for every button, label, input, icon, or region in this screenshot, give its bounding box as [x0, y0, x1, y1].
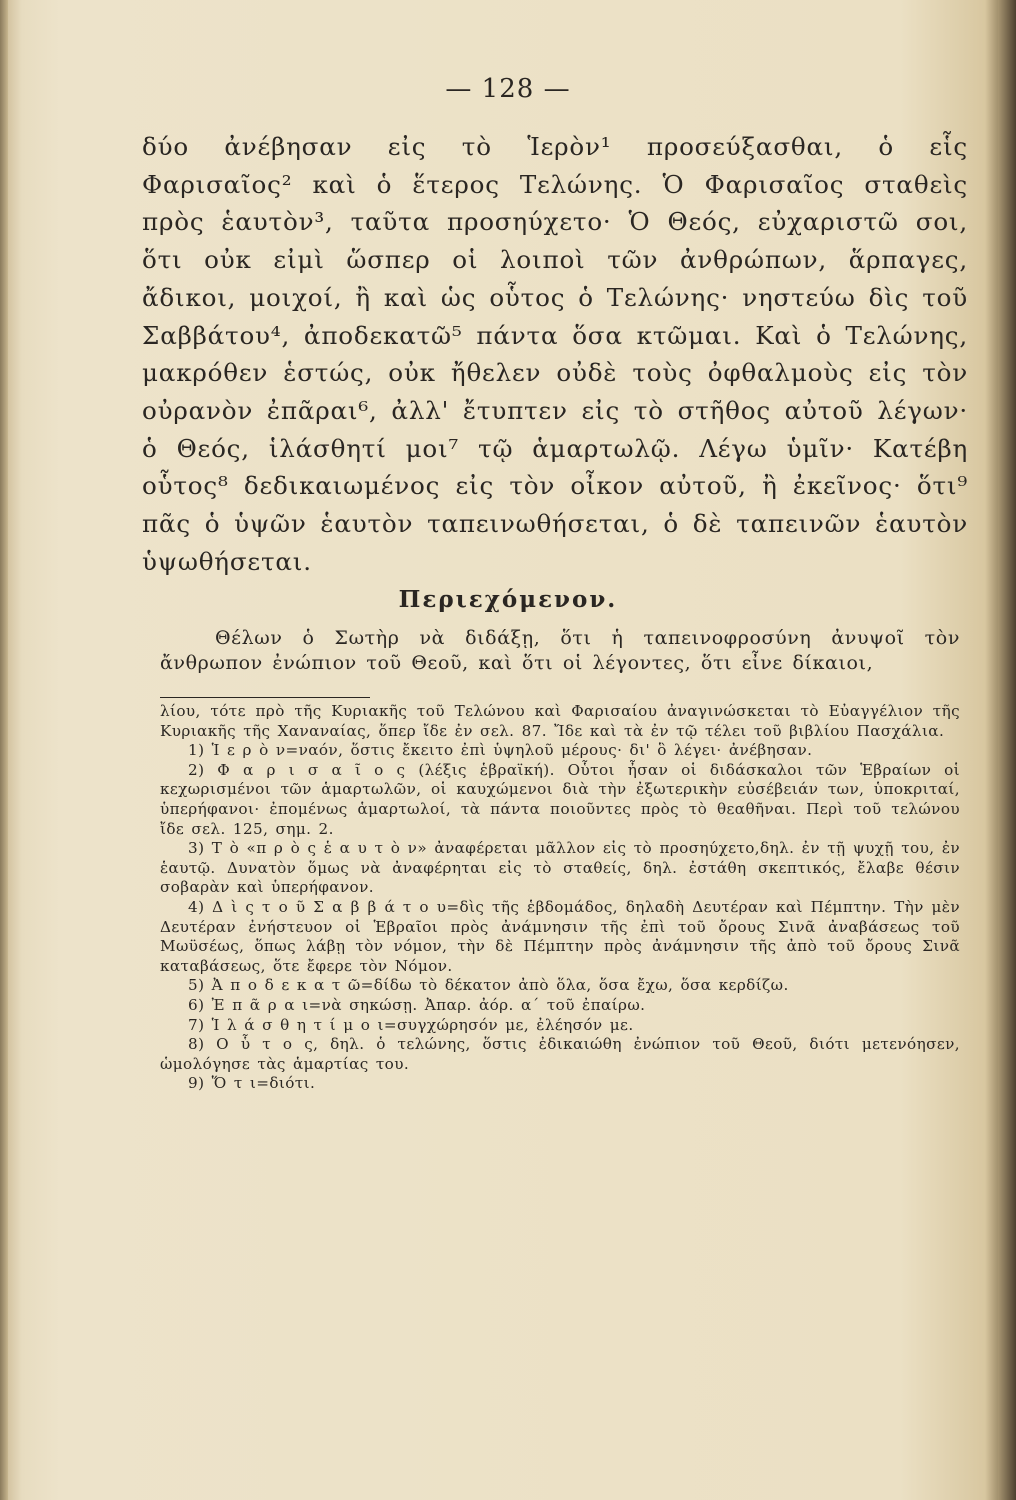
footnote-8: 8) Ο ὗ τ ο ς, δηλ. ὁ τελώνης, ὅστις ἐδικαιώθη ἐνώπιον τοῦ Θεοῦ, διότι μετενόησεν, ὡμολόγησε τὰς ἁμαρτίας του.: [160, 1035, 960, 1073]
footnote-continuation: λίου, τότε πρὸ τῆς Κυριακῆς τοῦ Τελώνου καὶ Φαρισαίου ἀναγινώσκεται τὸ Εὐαγγέλιον τῆς Κυριακῆς τῆς Χαναναίας, ὅπερ ἴδε ἐν σελ. 87. Ἴδε καὶ τὰ ἐν τῷ τέλει τοῦ βιβλίου Πασχάλια.: [160, 702, 960, 740]
footnote-2: 2) Φ α ρ ι σ α ῖ ο ς (λέξις ἑβραϊκή). Οὗτοι ἦσαν οἱ διδάσκαλοι τῶν Ἑβραίων οἱ κεχωρισμένοι τῶν ἁμαρτωλῶν, οἱ καυχώμενοι διὰ τὴν ἐξωτερικὴν εὐσέβειάν των, ὑποκριταί, ὑπερήφανοι· ἐπομένως ἁμαρτωλοί, τὰ πάντα ποιοῦντες πρὸς τὸ θεαθῆναι. Περὶ τοῦ τελώνου ἴδε σελ. 125, σημ. 2.: [160, 760, 960, 838]
footnote-6: 6) Ἐ π ᾶ ρ α ι=νὰ σηκώσῃ. Ἀπαρ. ἀόρ. α΄ τοῦ ἐπαίρω.: [188, 995, 646, 1014]
footnote-9: 9) Ὅ τ ι=διότι.: [188, 1074, 316, 1093]
footnote-5: 5) Ἀ π ο δ ε κ α τ ῶ=δίδω τὸ δέκατον ἀπὸ ὅλα, ὅσα ἔχω, ὅσα κερδίζω.: [188, 976, 789, 995]
page-outer-edge: [998, 0, 1016, 1500]
page-binding-edge: [0, 0, 8, 1500]
main-paragraph: δύο ἀνέβησαν εἰς τὸ Ἱερὸν¹ προσεύξασθαι, ὁ εἷς Φαρισαῖος² καὶ ὁ ἕτερος Τελώνης. Ὁ Φαρισαῖος σταθεὶς πρὸς ἑαυτὸν³, ταῦτα προσηύχετο· Ὁ Θεός, εὐχαριστῶ σοι, ὅτι οὐκ εἰμὶ ὥσπερ οἱ λοιποὶ τῶν ἀνθρώπων, ἅρπαγες, ἄδικοι, μοιχοί, ἢ καὶ ὡς οὗτος ὁ Τελώνης· νηστεύω δὶς τοῦ Σαββάτου⁴, ἀποδεκατῶ⁵ πάντα ὅσα κτῶμαι. Καὶ ὁ Τελώνης, μακρόθεν ἑστώς, οὐκ ἤθελεν οὐδὲ τοὺς ὀφθαλμοὺς εἰς τὸν οὐρανὸν ἐπᾶραι⁶, ἀλλ' ἔτυπτεν εἰς τὸ στῆθος αὐτοῦ λέγων· ὁ Θεός, ἱλάσθητί μοι⁷ τῷ ἁμαρτωλῷ. Λέγω ὑμῖν· Κατέβη οὗτος⁸ δεδικαιωμένος εἰς τὸν οἶκον αὐτοῦ, ἢ ἐκεῖνος· ὅτι⁹ πᾶς ὁ ὑψῶν ἑαυτὸν ταπεινωθήσεται, ὁ δὲ ταπεινῶν ἑαυτὸν ὑψωθήσεται.: [142, 132, 968, 576]
section-heading: Περιεχόμενον.: [398, 586, 618, 613]
footnotes: [160, 702, 960, 1094]
footnote-1: 1) Ἱ ε ρ ὸ ν=ναόν, ὅστις ἔκειτο ἐπὶ ὑψηλοῦ μέρους· δι' ὃ λέγει· ἀνέβησαν.: [188, 741, 813, 760]
footnote-7: 7) Ἱ λ ά σ θ η τ ί μ ο ι=συγχώρησόν με, ἐλέησόν με.: [188, 1015, 634, 1034]
summary-paragraph: Θέλων ὁ Σωτὴρ νὰ διδάξῃ, ὅτι ἡ ταπεινοφροσύνη ἀνυψοῖ τὸν ἄνθρωπον ἐνώπιον τοῦ Θεοῦ, καὶ ὅτι οἱ λέγοντες, ὅτι εἶνε δίκαιοι,: [160, 627, 960, 674]
page-number: — 128 —: [445, 74, 571, 104]
footnote-4: 4) Δ ὶ ς τ ο ῦ Σ α β β ά τ ο υ=δὶς τῆς ἑβδομάδος, δηλαδὴ Δευτέραν καὶ Πέμπτην. Τὴν μὲν Δευτέραν ἐνήστευον οἱ Ἑβραῖοι πρὸς ἀνάμνησιν τῆς ἐπὶ τοῦ ὄρους Σινᾶ ἀναβάσεως τοῦ Μωϋσέως, ὅπως λάβῃ τὸν νόμον, τὴν δὲ Πέμπτην πρὸς ἀνάμνησιν τῆς ἀπὸ τοῦ ὄρους Σινᾶ καταβάσεως, ὅτε ἔφερε τὸν Νόμον.: [160, 897, 960, 975]
footnote-divider: [160, 697, 370, 698]
main-text: [142, 128, 968, 580]
footnote-3: 3) Τ ὸ «π ρ ὸ ς ἑ α υ τ ὸ ν» ἀναφέρεται μᾶλλον εἰς τὸ προσηύχετο,δηλ. ἐν τῇ ψυχῇ του, ἐν ἑαυτῷ. Δυνατὸν ὅμως νὰ ἀναφέρηται εἰς τὸ σταθείς, δηλ. ἐστάθη σκεπτικός, ἔλαβε θέσιν σοβαρὰν καὶ ὑπερήφανον.: [160, 839, 960, 897]
